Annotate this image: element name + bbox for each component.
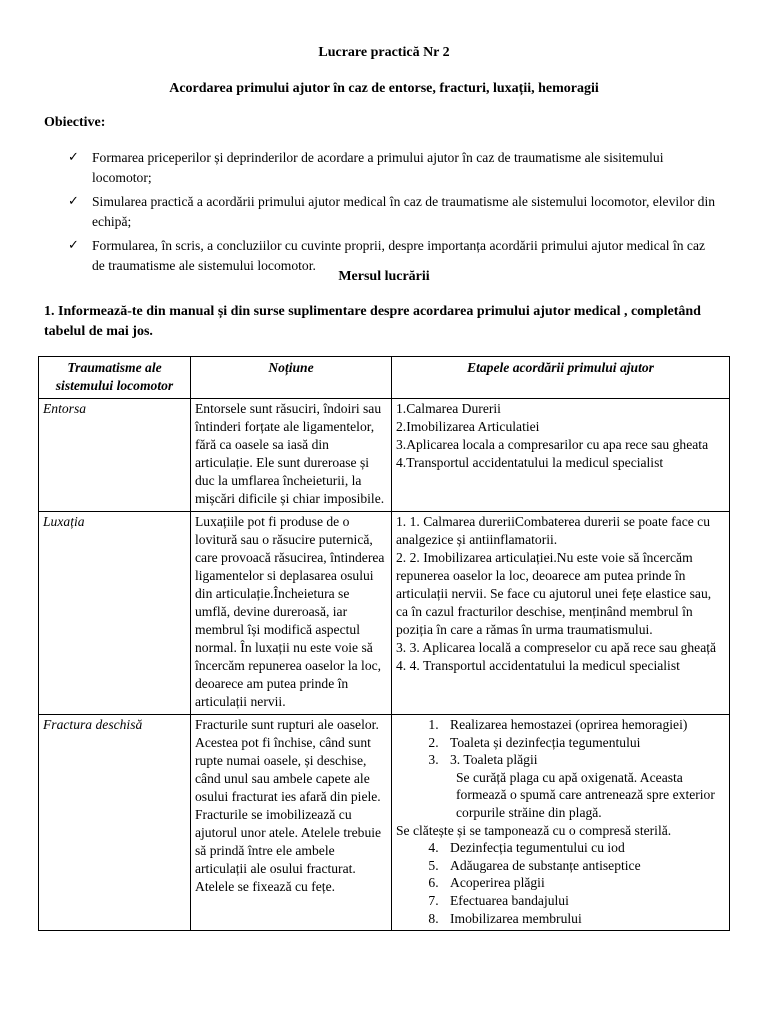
step-item: 6. Acoperirea plăgii xyxy=(442,874,725,892)
step-item: 2. Toaleta și dezinfecția tegumentului xyxy=(442,734,725,752)
objective-item: ✓ Formularea, în scris, a concluziilor cu cuvinte proprii, despre importanța acordării primului ajutor medical în caz de traumatisme ale sistemului locomotor. xyxy=(68,238,706,273)
notion-cell: Luxațiile pot fi produse de o lovitură sau o răsucire puternică, care provoacă răsucirea, întinderea ligamentelor si deplasarea osului din articulație.Încheietura se umflă, devine dureroasă, iar membrul își modifică aspectul normal. În luxații nu este voie să încercăm repunerea oaselor la loc, deoarece am putea prinde în articulații nervii. xyxy=(191,512,392,715)
step-item: 3. 3. Aplicarea locală a compreselor cu apă rece sau gheață xyxy=(396,640,717,655)
checkmark-icon: ✓ xyxy=(68,194,79,209)
checkmark-icon: ✓ xyxy=(68,150,79,165)
step-item: 1. Realizarea hemostazei (oprirea hemoragiei) xyxy=(442,716,725,734)
objective-item: ✓ Simularea practică a acordării primului ajutor medical în caz de traumatisme ale sistemului locomotor, elevilor din echipă; xyxy=(68,194,716,229)
step-note: Se clătește și se tamponează cu o compresă sterilă. xyxy=(396,822,672,838)
step-item: 4.Transportul accidentatului la medicul specialist xyxy=(396,455,664,470)
task-instruction: 1. Informează-te din manual și din surse suplimentare despre acordarea primului ajutor medical , completând tabelul de mai jos. xyxy=(44,304,701,339)
step-item: 3. 3. Toaleta plăgii xyxy=(442,751,725,769)
table-row xyxy=(39,715,730,931)
objective-item: ✓ Formarea priceperilor și deprinderilor de acordare a primului ajutor în caz de traumatisme ale sisitemului locomotor; xyxy=(68,150,664,185)
notion-cell: Entorsele sunt răsuciri, îndoiri sau întinderi forțate ale ligamentelor, fără ca oasele sa iasă din articulație. Ele sunt dureroase și duc la umflarea încheieturii, la mișcări dificile și chiar imposibile. xyxy=(191,399,392,512)
steps-list xyxy=(396,716,725,769)
step-item: 2. 2. Imobilizarea articulației.Nu este voie să încercăm repunerea oaselor la loc, deoarece am putea prinde în articulații nervii. Se face cu ajutorul unei fețe elastice sau, ca în cazul fracturilor deschise, menținând membrul în poziția în care a rămas în urma traumatismului. xyxy=(396,550,712,637)
step-item: 4. 4. Transportul accidentatului la medicul specialist xyxy=(396,658,680,673)
step-item: 8. Imobilizarea membrului xyxy=(442,910,725,928)
first-aid-table xyxy=(38,356,730,931)
page-subtitle: Acordarea primului ajutor în caz de entorse, fracturi, luxații, hemoragii xyxy=(169,81,599,96)
step-item: 2.Imobilizarea Articulatiei xyxy=(396,419,540,434)
page-title: Lucrare practică Nr 2 xyxy=(318,45,450,60)
steps-cell xyxy=(392,399,730,512)
trauma-cell: Luxația xyxy=(39,512,191,715)
objectives-heading: Obiective: xyxy=(44,115,106,130)
header-cell: Traumatisme ale sistemului locomotor xyxy=(39,357,191,399)
table-row xyxy=(39,512,730,715)
steps-list xyxy=(396,839,725,927)
step-detail: Se curăță plaga cu apă oxigenată. Aceasta formează o spumă care antrenează spre exterior corpurile străine din plagă. xyxy=(456,769,715,820)
step-item: 3.Aplicarea locala a compresarilor cu apa rece sau gheata xyxy=(396,437,709,452)
step-item: 7. Efectuarea bandajului xyxy=(442,892,725,910)
trauma-cell: Fractura deschisă xyxy=(39,715,191,931)
header-cell: Etapele acordării primului ajutor xyxy=(392,357,730,399)
notion-cell: Fracturile sunt rupturi ale oaselor. Acestea pot fi închise, când sunt rupte numai oasele, și deschise, când unul sau ambele capete ale osului fracturat ies afară din piele. Fracturile se imobilizează cu ajutorul unor atele. Atelele trebuie să prindă între ele ambele articulații ale osului fracturat. Atelele se fixează cu fețe. xyxy=(191,715,392,931)
checkmark-icon: ✓ xyxy=(68,238,79,253)
objectives-list xyxy=(68,148,718,280)
table-header-row xyxy=(39,357,730,399)
step-item: 1.Calmarea Durerii xyxy=(396,401,501,416)
steps-cell xyxy=(392,512,730,715)
step-item: 1. 1. Calmarea dureriiCombaterea durerii se poate face cu analgezice și antiinflamatorii. xyxy=(396,514,711,547)
trauma-cell: Entorsa xyxy=(39,399,191,512)
step-item: 4. Dezinfecția tegumentului cu iod xyxy=(442,839,725,857)
step-item: 5. Adăugarea de substanțe antiseptice xyxy=(442,857,725,875)
table-row xyxy=(39,399,730,512)
section-heading: Mersul lucrării xyxy=(338,269,430,284)
header-cell: Noțiune xyxy=(191,357,392,399)
steps-cell xyxy=(392,715,730,931)
